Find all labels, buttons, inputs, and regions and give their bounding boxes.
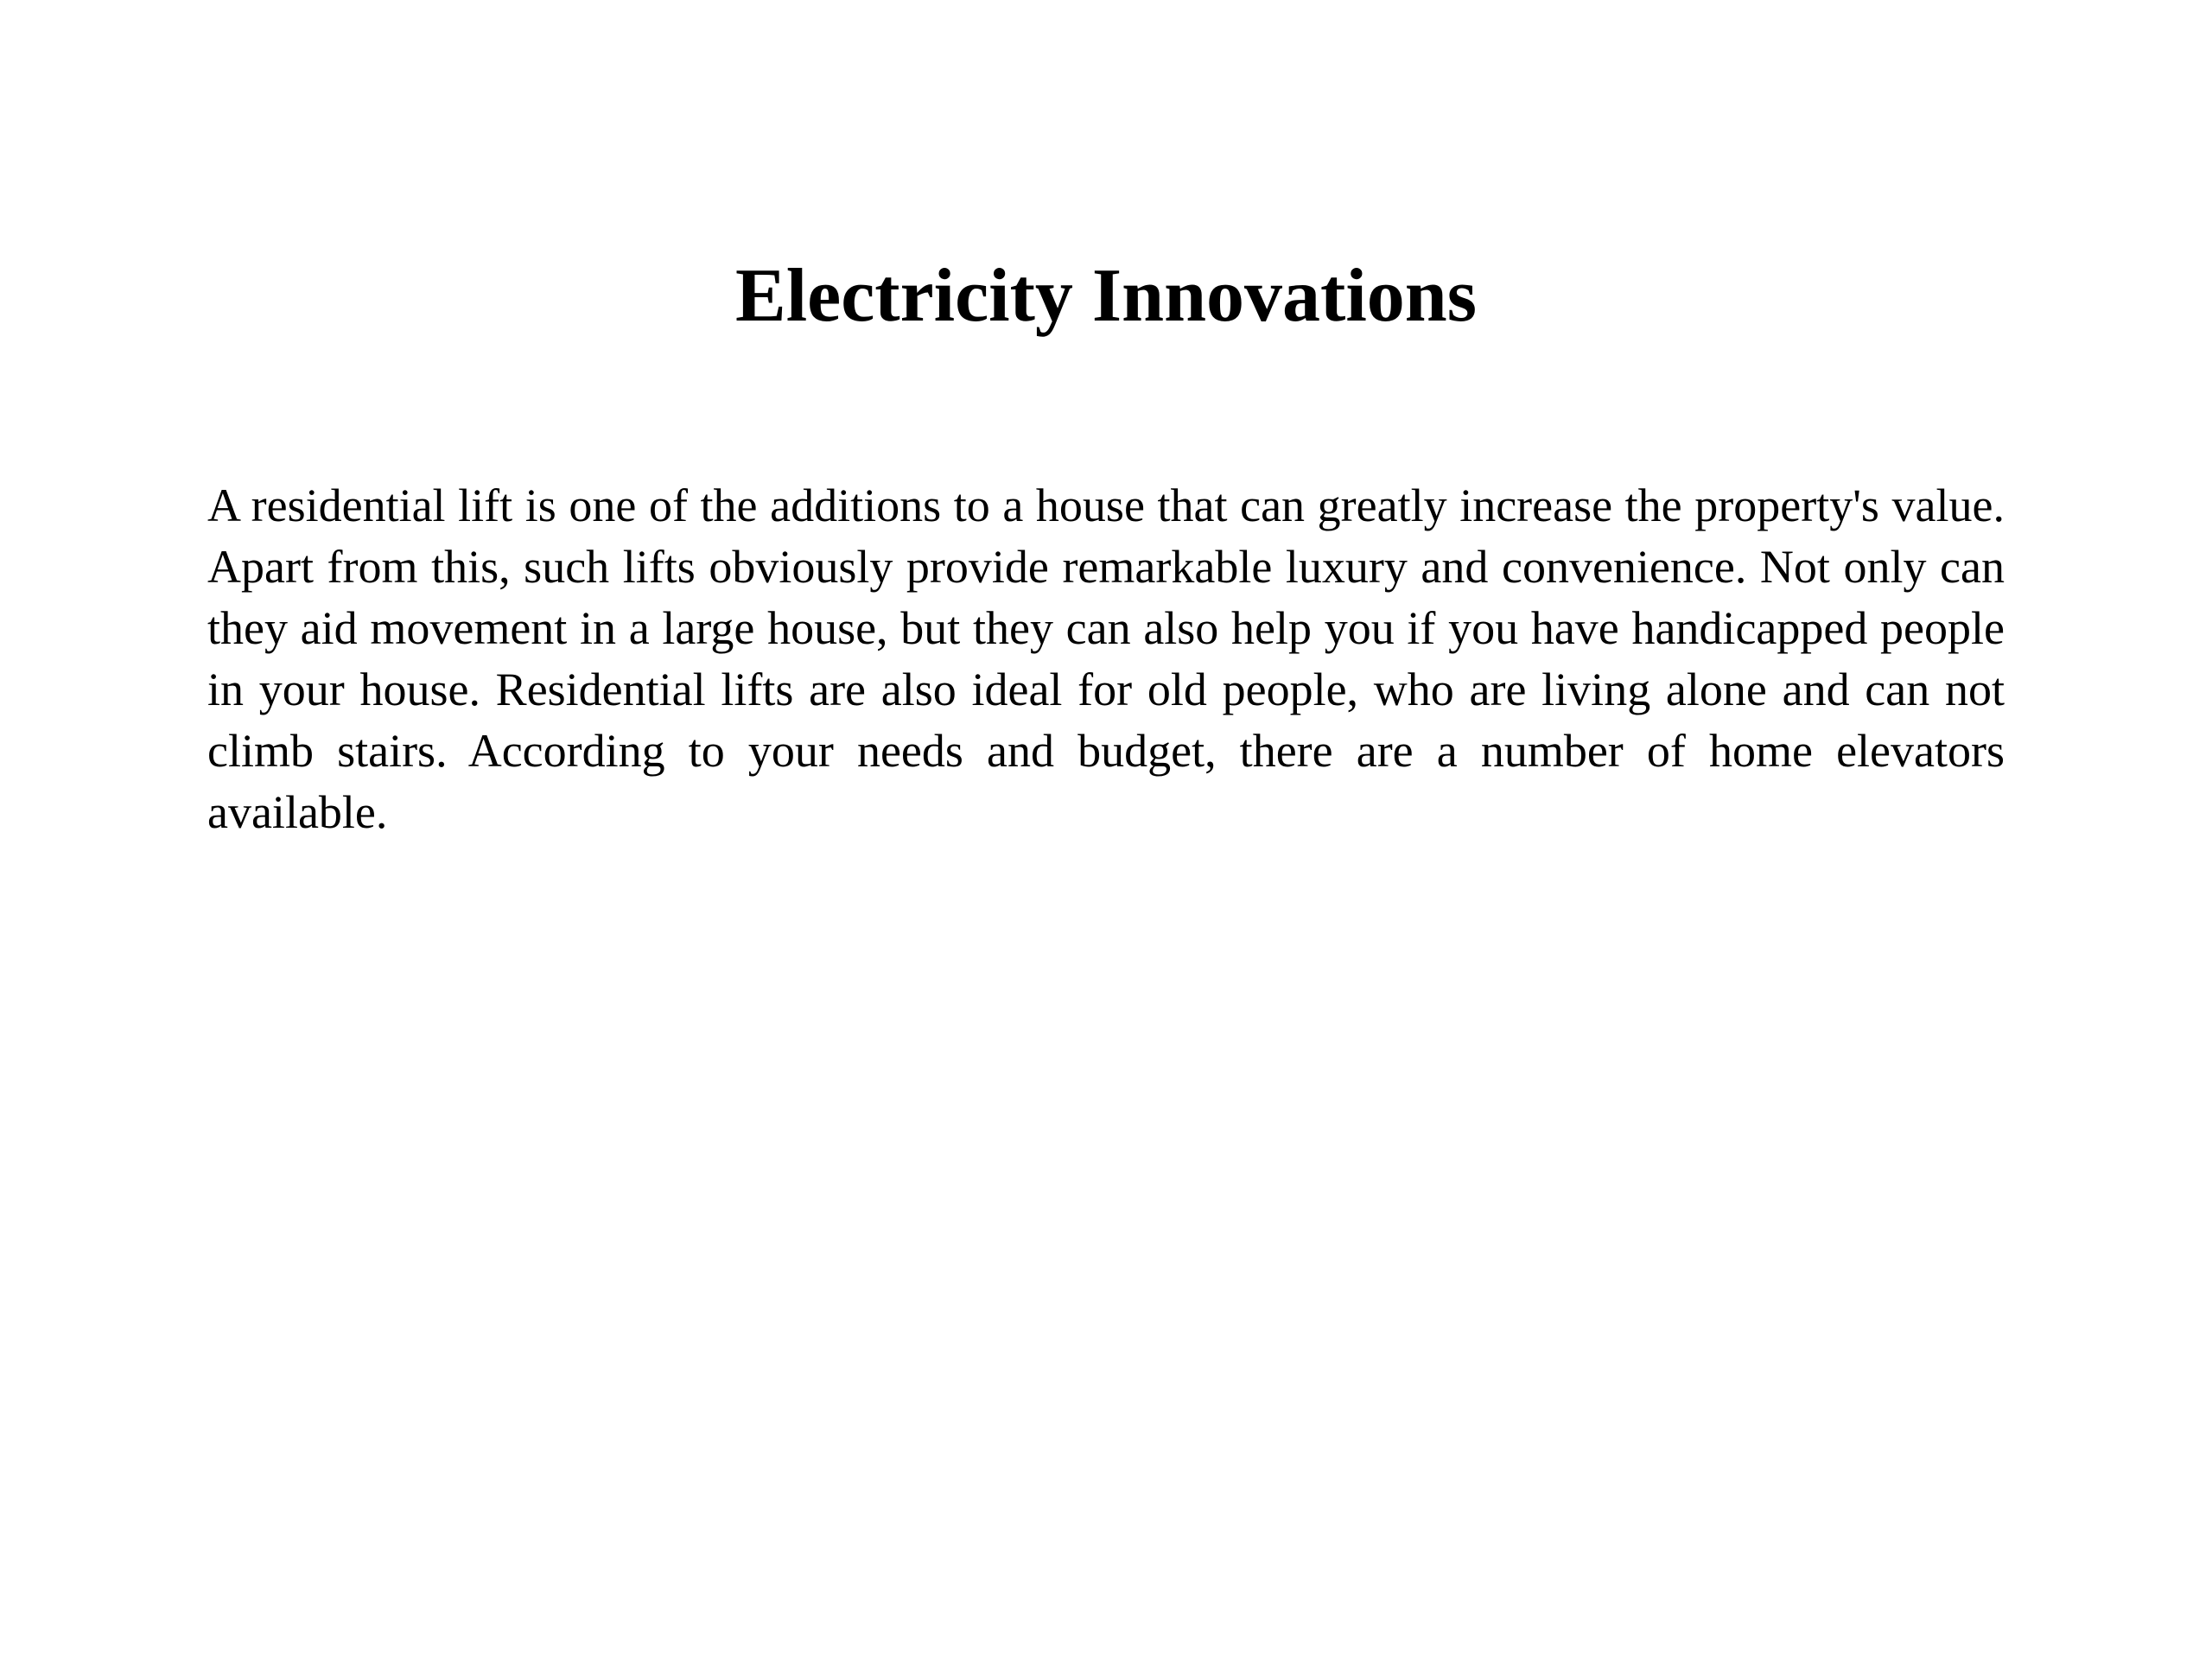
document-body-paragraph: A residential lift is one of the additions to a house that can greatly increase the property's value. Apart from this, such lifts obviously provide remarkable luxury and convenience. Not only can they aid movement in a large house, but they can also help you if you have handicapped people in your house. Residential lifts are also ideal for old people, who are living alone and can not climb stairs. According to your needs and budget, there are a number of home elevators available. [207,480,2005,838]
document-title: Electricity Innovations [735,254,1477,338]
